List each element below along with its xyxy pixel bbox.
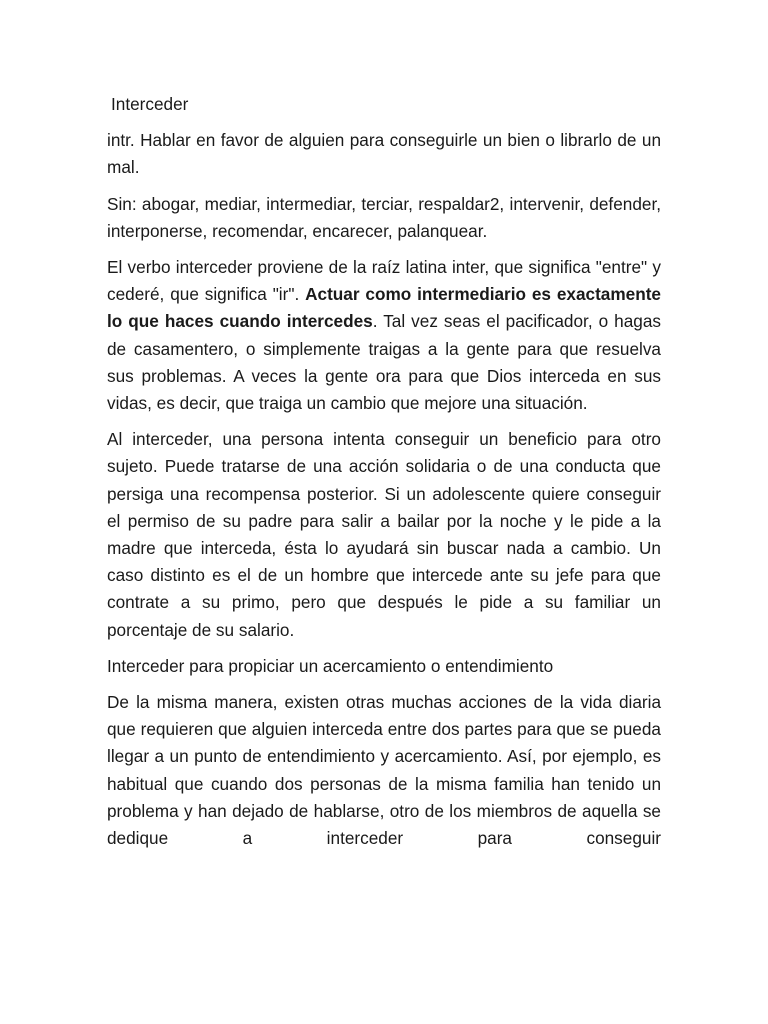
approach-paragraph: De la misma manera, existen otras muchas acciones de la vida diaria que requieren que alguien interceda entre dos partes para que se pueda llegar a un punto de entendimiento y acercamiento. Así, por ejemplo, es habitual que cuando dos personas de la misma familia han tenido un problema y han dejado de hablarse, otro de los miembros de aquella se dedique a interceder para conseguir: [107, 692, 661, 849]
document-body: [107, 91, 661, 861]
etymology-text-start: El verbo interceder proviene de la raíz latina inter, que significa "entre" y cederé, que significa "ir".: [107, 257, 661, 305]
etymology-paragraph: [107, 254, 661, 417]
etymology-text-end: . Tal vez seas el pacificador, o hagas de casamentero, o simplemente traigas a la gente para que resuelva sus problemas. A veces la gente ora para que Dios interceda en sus vidas, es decir, que traiga un cambio que mejore una situación.: [107, 311, 662, 414]
etymology-bold-text: Actuar como intermediario es exactamente lo que haces cuando intercedes: [107, 284, 661, 332]
section-subheading: Interceder para propiciar un acercamiento o entendimiento: [107, 655, 554, 676]
document-title: Interceder: [111, 94, 189, 114]
benefit-paragraph: Al interceder, una persona intenta conseguir un beneficio para otro sujeto. Puede tratarse de una acción solidaria o de una conducta que persiga una recompensa posterior. Si un adolescente quiere conseguir el permiso de su padre para salir a bailar por la noche y le pide a la madre que interceda, ésta lo ayudará sin buscar nada a cambio. Un caso distinto es el de un hombre que intercede ante su jefe para que contrate a su primo, pero que después le pide a su familiar un porcentaje de su salario.: [107, 429, 661, 640]
synonyms-paragraph: Sin: abogar, mediar, intermediar, terciar, respaldar2, intervenir, defender, interponerse, recomendar, encarecer, palanquear.: [107, 193, 661, 241]
definition-paragraph: intr. Hablar en favor de alguien para conseguirle un bien o librarlo de un mal.: [107, 130, 661, 178]
